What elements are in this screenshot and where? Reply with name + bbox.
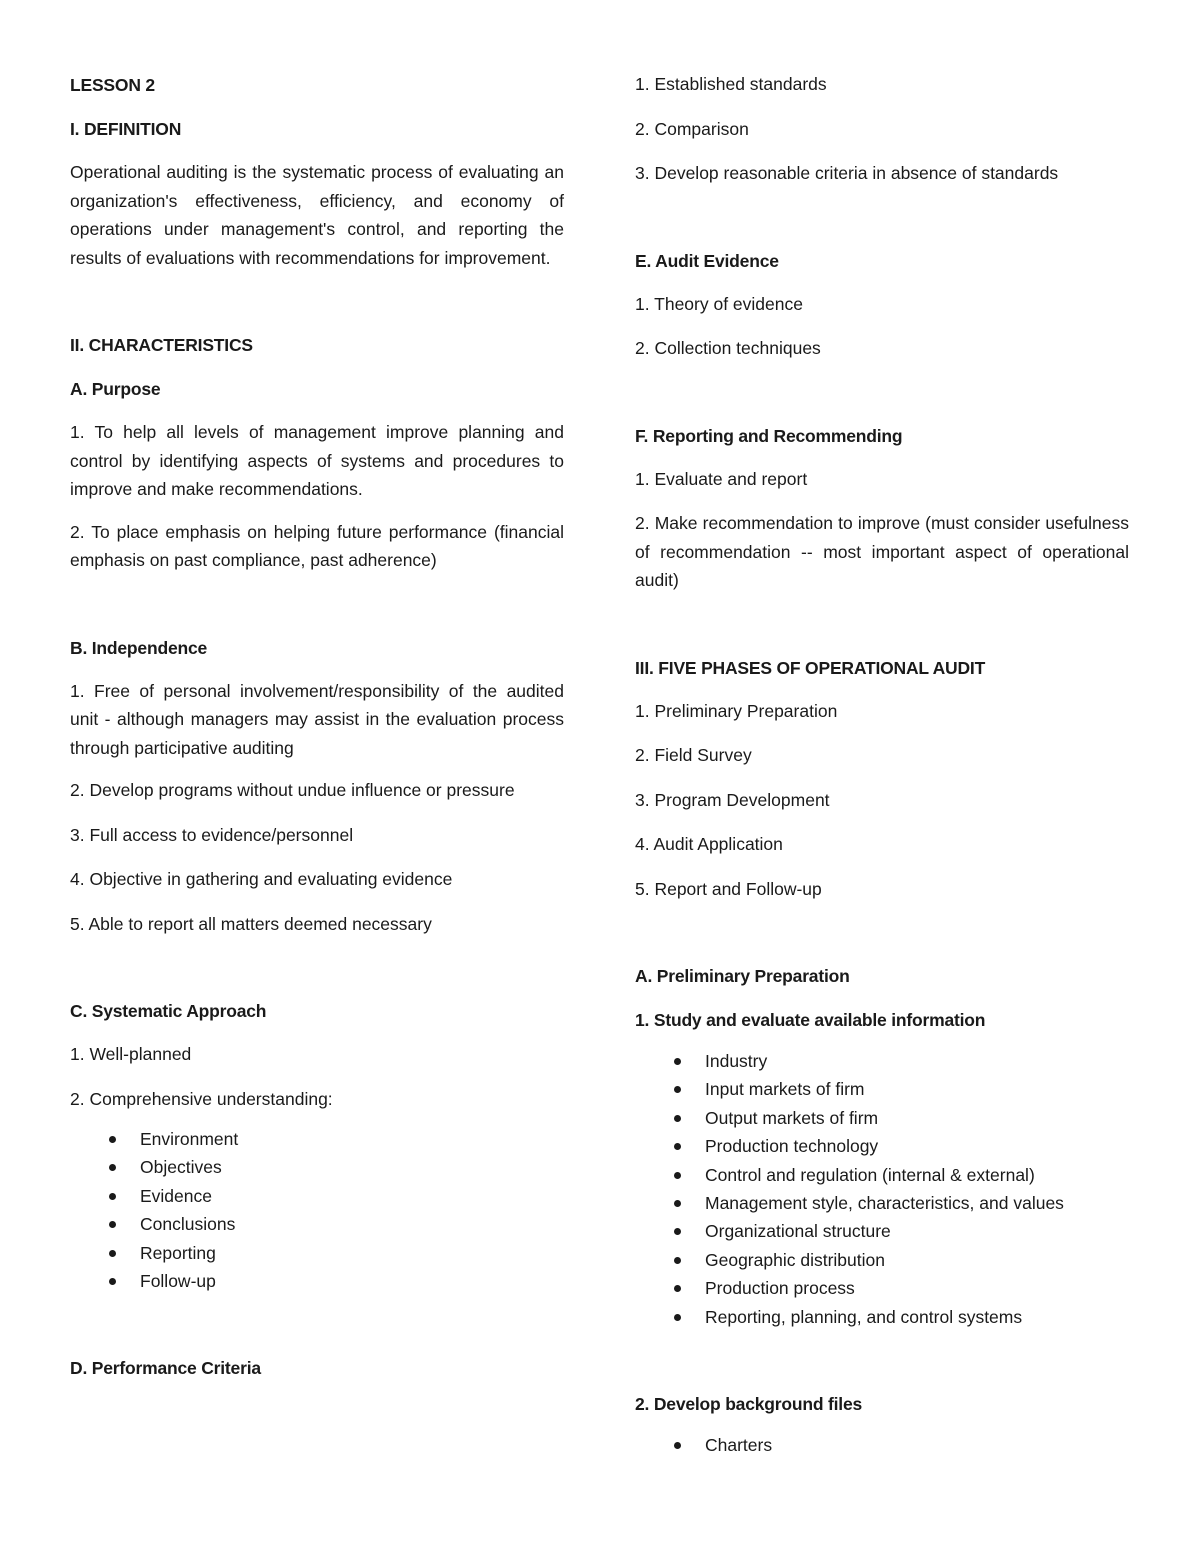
bullet-icon	[109, 1164, 116, 1171]
background-bullet-list	[635, 1431, 1129, 1459]
independence-item: 4. Objective in gathering and evaluating evidence	[70, 869, 453, 889]
list-item: Conclusions	[70, 1210, 564, 1238]
lesson-title: LESSON 2	[70, 75, 155, 95]
bullet-icon	[109, 1221, 116, 1228]
list-item: Input markets of firm	[635, 1075, 1129, 1103]
bullet-icon	[674, 1285, 681, 1292]
phases-heading: III. FIVE PHASES OF OPERATIONAL AUDIT	[635, 657, 986, 678]
bullet-icon	[674, 1086, 681, 1093]
characteristics-heading: II. CHARACTERISTICS	[70, 335, 253, 355]
bullet-icon	[674, 1442, 681, 1449]
performance-item: 3. Develop reasonable criteria in absence of standards	[635, 163, 1059, 183]
list-item: Reporting	[70, 1239, 564, 1267]
list-item: Industry	[635, 1047, 1129, 1075]
list-item: Geographic distribution	[635, 1246, 1129, 1274]
bullet-icon	[674, 1200, 681, 1207]
performance-heading: D. Performance Criteria	[70, 1358, 261, 1379]
reporting-item: 1. Evaluate and report	[635, 468, 808, 489]
bullet-icon	[109, 1193, 116, 1200]
list-item: Management style, characteristics, and values	[635, 1189, 1129, 1217]
bullet-icon	[109, 1278, 116, 1285]
systematic-heading: C. Systematic Approach	[70, 1001, 267, 1021]
list-item: Charters	[635, 1431, 1129, 1459]
bullet-icon	[674, 1115, 681, 1122]
bullet-icon	[674, 1314, 681, 1321]
independence-item: 5. Able to report all matters deemed necessary	[70, 913, 432, 934]
independence-item: 2. Develop programs without undue influence or pressure	[70, 780, 515, 800]
independence-item: 1. Free of personal involvement/responsibility of the audited unit - although managers may assist in the evaluation process through participative auditing	[70, 680, 564, 758]
list-item: Follow-up	[70, 1267, 564, 1295]
list-item: Reporting, planning, and control systems	[635, 1303, 1129, 1331]
right-column	[635, 70, 1129, 1459]
definition-text: Operational auditing is the systematic process of evaluating an organization's effectiveness, efficiency, and economy of operations under management's control, and reporting the results of evaluations with recommendations for improvement.	[70, 162, 564, 268]
phase-item: 2. Field Survey	[635, 745, 752, 765]
list-item: Evidence	[70, 1182, 564, 1210]
phase-item: 5. Report and Follow-up	[635, 878, 822, 899]
preliminary-subheading: 1. Study and evaluate available information	[635, 1010, 986, 1030]
list-item: Organizational structure	[635, 1217, 1129, 1245]
list-item: Production technology	[635, 1132, 1129, 1160]
phase-item: 4. Audit Application	[635, 834, 783, 854]
bullet-icon	[109, 1136, 116, 1143]
list-item: Objectives	[70, 1153, 564, 1181]
list-item: Control and regulation (internal & external)	[635, 1161, 1129, 1189]
bullet-icon	[674, 1172, 681, 1179]
purpose-item: 1. To help all levels of management improve planning and control by identifying aspects of systems and procedures to improve and make recommendations.	[70, 422, 564, 499]
performance-item: 2. Comparison	[635, 118, 749, 139]
evidence-item: 1. Theory of evidence	[635, 293, 803, 314]
systematic-item: 1. Well-planned	[70, 1044, 192, 1064]
definition-heading: I. DEFINITION	[70, 119, 182, 139]
bullet-icon	[674, 1257, 681, 1264]
independence-heading: B. Independence	[70, 637, 208, 658]
bullet-icon	[674, 1143, 681, 1150]
evidence-heading: E. Audit Evidence	[635, 250, 779, 271]
reporting-heading: F. Reporting and Recommending	[635, 425, 903, 446]
evidence-item: 2. Collection techniques	[635, 338, 821, 358]
bullet-icon	[109, 1250, 116, 1257]
preliminary-subheading: 2. Develop background files	[635, 1394, 863, 1415]
bullet-icon	[674, 1058, 681, 1065]
list-item: Production process	[635, 1274, 1129, 1302]
performance-item: 1. Established standards	[635, 74, 827, 94]
reporting-item: 2. Make recommendation to improve (must consider usefulness of recommendation -- most important aspect of operational audit)	[635, 513, 1129, 590]
left-column	[70, 70, 564, 1383]
preliminary-bullet-list	[635, 1047, 1129, 1331]
bullet-icon	[674, 1228, 681, 1235]
systematic-item: 2. Comprehensive understanding:	[70, 1088, 333, 1109]
purpose-heading: A. Purpose	[70, 379, 161, 399]
phase-item: 3. Program Development	[635, 789, 830, 810]
list-item: Output markets of firm	[635, 1104, 1129, 1132]
preliminary-heading: A. Preliminary Preparation	[635, 966, 850, 986]
list-item: Environment	[70, 1125, 564, 1153]
purpose-item: 2. To place emphasis on helping future performance (financial emphasis on past compliance, past adherence)	[70, 521, 564, 570]
systematic-bullet-list	[70, 1125, 564, 1295]
independence-item: 3. Full access to evidence/personnel	[70, 824, 354, 845]
phase-item: 1. Preliminary Preparation	[635, 700, 838, 721]
